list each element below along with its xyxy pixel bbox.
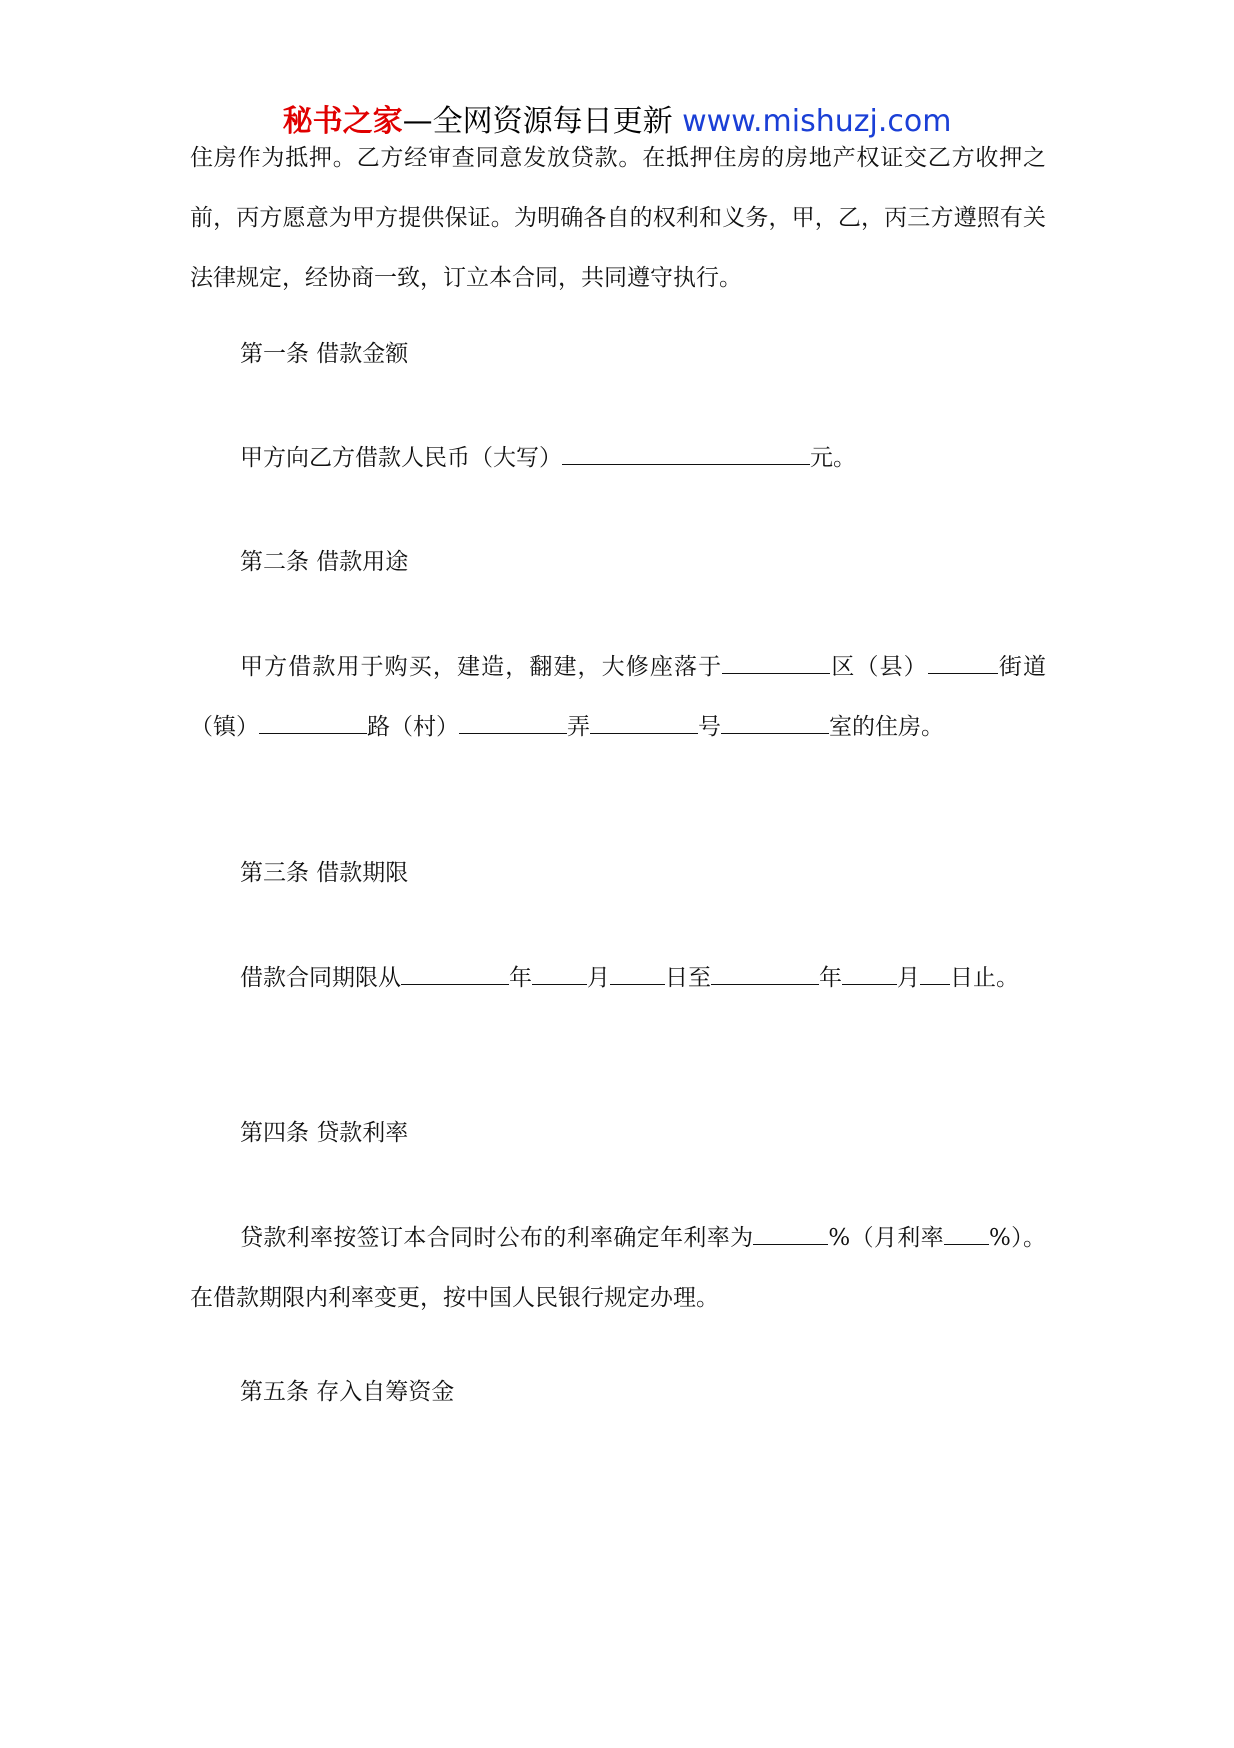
- site-brand: 秘书之家: [282, 104, 403, 139]
- end-month-blank[interactable]: [842, 962, 897, 985]
- start-month-blank[interactable]: [532, 962, 587, 985]
- monthly-rate-blank[interactable]: [944, 1222, 989, 1245]
- district-blank[interactable]: [722, 651, 830, 674]
- article-2-heading: 第二条 借款用途: [240, 549, 409, 575]
- end-day-blank[interactable]: [920, 962, 950, 985]
- start-day-blank[interactable]: [610, 962, 665, 985]
- lane-blank[interactable]: [459, 711, 567, 734]
- article-3-heading: 第三条 借款期限: [240, 860, 409, 886]
- room-blank[interactable]: [721, 711, 829, 734]
- article-1-heading: 第一条 借款金额: [240, 341, 409, 367]
- annual-rate-blank[interactable]: [753, 1222, 828, 1245]
- amount-blank[interactable]: [562, 442, 810, 465]
- article-3-body: 借款合同期限从 年 月 日至 年 月 日止。: [190, 948, 1046, 1008]
- article-2-body: 甲方借款用于购买，建造，翻建，大修座落于 区（县） 街道（镇） 路（村） 弄 号 室的住房。: [190, 637, 1046, 757]
- site-url[interactable]: www.mishuzj.com: [682, 104, 952, 139]
- article-5-heading: 第五条 存入自筹资金: [240, 1379, 455, 1405]
- article-4-body: 贷款利率按签订本合同时公布的利率确定年利率为 %（月利率 %）。在借款期限内利率变更，按中国人民银行规定办理。: [190, 1208, 1046, 1328]
- road-blank[interactable]: [259, 711, 367, 734]
- article-4-heading: 第四条 贷款利率: [240, 1120, 409, 1146]
- intro-paragraph: 住房作为抵押。乙方经审查同意发放贷款。在抵押住房的房地产权证交乙方收押之前，丙方愿意为甲方提供保证。为明确各自的权利和义务，甲，乙，丙三方遵照有关法律规定，经协商一致，订立本合同，共同遵守执行。: [190, 145, 1046, 291]
- article-1-body: 甲方向乙方借款人民币（大写） 元。: [190, 428, 1046, 488]
- street-blank[interactable]: [928, 651, 998, 674]
- site-tagline: —全网资源每日更新: [402, 104, 673, 139]
- number-blank[interactable]: [590, 711, 698, 734]
- end-year-blank[interactable]: [711, 962, 819, 985]
- start-year-blank[interactable]: [401, 962, 509, 985]
